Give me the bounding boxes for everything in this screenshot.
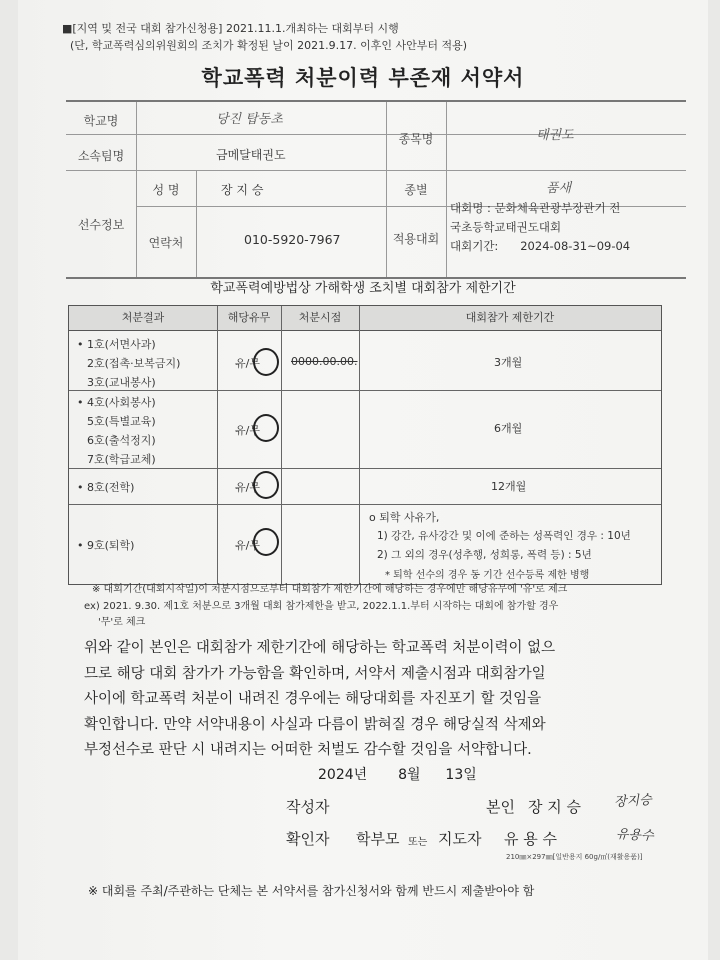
or-label: 또는	[408, 837, 428, 848]
competition-name-line-1: 대회명 : 문화체육관광부장관기 전	[450, 201, 621, 215]
school-value: 당진 탑동초	[216, 112, 283, 127]
paper-spec: 210㎜×297㎜[일반용지 60g/㎡(재활용품)]	[506, 853, 643, 861]
row2-limit: 6개월	[494, 422, 523, 435]
row4-limit-line-3: 2) 그 외의 경우(성추행, 성희롱, 폭력 등) : 5년	[377, 549, 592, 561]
self-name: 장 지 승	[528, 798, 582, 816]
contact-value: 010-5920-7967	[244, 232, 341, 247]
row1-time: 0000.00.00.	[291, 355, 358, 368]
row1-result-1: • 1호(서면사과)	[77, 338, 156, 351]
team-value: 금메달태권도	[216, 148, 286, 162]
note-line-3: '무'로 체크	[98, 617, 146, 628]
row2-choice: 유/무	[235, 424, 260, 437]
event-label: 종목명	[398, 132, 434, 146]
row3-result-1: • 8호(전학)	[77, 481, 135, 494]
col-header-result: 처분결과	[69, 306, 217, 331]
mu-selected-circle	[253, 348, 279, 376]
team-label: 소속팀명	[77, 149, 125, 163]
self-label: 본인	[486, 798, 515, 816]
category-value: 품새	[546, 181, 572, 196]
row2-result-4: 7호(학급교체)	[87, 453, 156, 466]
pledge-line: 확인합니다. 만약 서약내용이 사실과 다름이 밝혀질 경우 해당실적 삭제와	[84, 716, 546, 733]
pledge-paragraph	[84, 636, 704, 764]
note-line-1: ※ 대회기간(대회시작일)이 처분시점으로부터 대회참가 제한기간에 해당하는 경우에만 해당유무에 '유'로 체크	[92, 584, 568, 595]
row4-limit-line-4: * 퇴학 선수의 경우 동 기간 선수등록 제한 병행	[385, 570, 590, 581]
school-label: 학교명	[83, 114, 119, 128]
contact-label: 연락처	[148, 236, 184, 250]
note-line-2: ex) 2021. 9.30. 제1호 처분으로 3개월 대회 참가제한을 받고, 2022.1.1.부터 시작하는 대회에 참가할 경우	[84, 601, 559, 612]
row1-choice: 유/무	[235, 357, 260, 370]
row1-limit: 3개월	[494, 356, 523, 369]
category-label: 종별	[404, 183, 428, 197]
pledge-line: 므로 해당 대회 참가가 가능함을 확인하며, 서약서 제출시점과 대회참가일	[84, 665, 546, 682]
row1-result-2: 2호(접촉·보복금지)	[87, 357, 181, 370]
col-header-time: 처분시점	[281, 306, 359, 331]
col-header-limit: 대회참가 제한기간	[359, 306, 661, 331]
event-value: 태권도	[536, 128, 574, 143]
row4-choice: 유/무	[235, 539, 260, 552]
mu-selected-circle	[253, 528, 279, 556]
date-year: 2024년	[318, 767, 368, 783]
row3-limit: 12개월	[491, 480, 527, 493]
parent-label: 학부모	[356, 830, 400, 848]
date-day: 13일	[445, 767, 477, 783]
applied-competition-label: 적용대회	[392, 232, 440, 246]
guardian-name: 유 용 수	[504, 830, 558, 848]
restriction-subtitle: 학교폭력예방법상 가해학생 조치별 대회참가 제한기간	[210, 281, 516, 296]
col-header-applicable: 해당유무	[217, 306, 281, 331]
header-line-1: ■[지역 및 전국 대회 참가신청용] 2021.11.1.개최하는 대회부터 시행	[62, 22, 399, 35]
competition-name-line-2: 국초등학교태권도대회	[450, 220, 562, 234]
row2-result-3: 6호(출석정지)	[87, 434, 156, 447]
sanction-table	[68, 305, 662, 585]
row3-choice: 유/무	[235, 481, 260, 494]
row4-limit-line-1: o 퇴학 사유가,	[369, 511, 440, 524]
applicant-info-table	[66, 100, 686, 279]
self-signature: 장지승	[613, 792, 653, 811]
confirmer-label: 확인자	[286, 830, 330, 848]
header-line-2: (단, 학교폭력심의위원회의 조치가 확정된 날이 2021.9.17. 이후인 사안부터 적용)	[70, 39, 468, 52]
footer-note: ※ 대회를 주최/주관하는 단체는 본 서약서를 참가신청서와 함께 반드시 제출받아야 함	[88, 884, 535, 898]
mu-selected-circle	[253, 414, 279, 442]
pledge-line: 사이에 학교폭력 처분이 내려진 경우에는 해당대회를 자진포기 할 것임을	[84, 691, 542, 707]
pledge-line: 위와 같이 본인은 대회참가 제한기간에 해당하는 학교폭력 처분이력이 없으	[84, 640, 556, 656]
row2-result-1: • 4호(사회봉사)	[77, 396, 156, 409]
name-label: 성 명	[152, 183, 180, 197]
row4-result-1: • 9호(퇴학)	[77, 539, 135, 552]
row4-limit-line-2: 1) 강간, 유사강간 및 이에 준하는 성폭력인 경우 : 10년	[377, 530, 631, 542]
row1-result-3: 3호(교내봉사)	[87, 376, 156, 389]
document-page	[18, 0, 708, 960]
document-title: 학교폭력 처분이력 부존재 서약서	[201, 66, 525, 90]
competition-period: 대회기간: 2024-08-31~09-04	[450, 239, 631, 253]
mu-selected-circle	[253, 471, 279, 499]
guardian-signature: 유용수	[615, 827, 654, 844]
pledge-line: 부정선수로 판단 시 내려지는 어떠한 처벌도 감수할 것임을 서약합니다.	[84, 742, 532, 758]
author-label: 작성자	[286, 798, 330, 816]
name-value: 장 지 승	[221, 183, 264, 197]
player-info-label: 선수정보	[77, 218, 125, 232]
pledge-date	[318, 764, 477, 784]
date-month: 8월	[398, 767, 421, 783]
guardian-label: 지도자	[438, 830, 482, 848]
row2-result-2: 5호(특별교육)	[87, 415, 156, 428]
